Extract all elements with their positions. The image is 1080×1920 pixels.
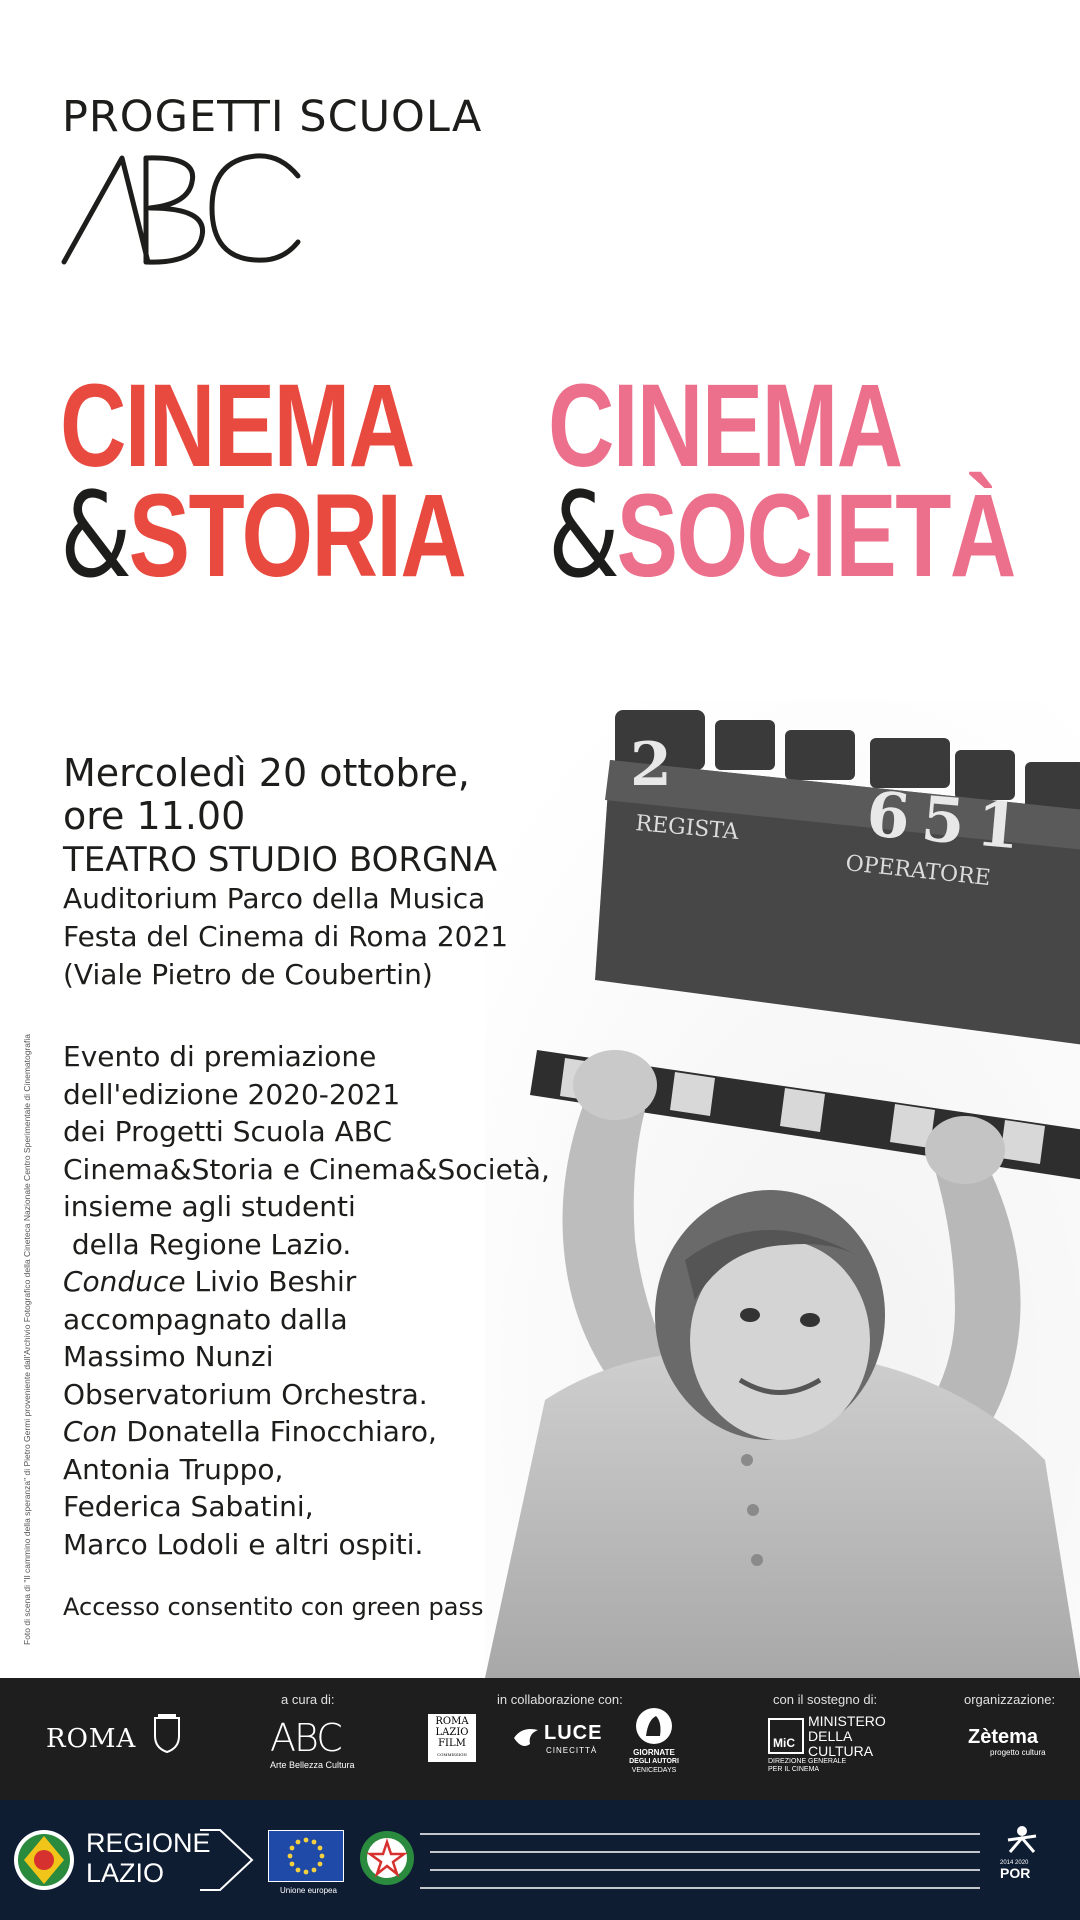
regione-text: REGIONE [86, 1828, 211, 1858]
desc-line: Federica Sabatini, [63, 1490, 314, 1523]
desc-line: insieme agli studenti [63, 1190, 356, 1223]
zetema-sub: progetto cultura [990, 1748, 1046, 1757]
giornate-logo [626, 1748, 682, 1775]
title-left-line1: CINEMA [60, 360, 414, 492]
luce-logo-text: LUCE [544, 1722, 603, 1744]
event-time: ore 11.00 [63, 794, 246, 838]
event-venue: TEATRO STUDIO BORGNA [63, 840, 497, 880]
desc-line: dell'edizione 2020-2021 [63, 1077, 401, 1111]
por-logo [1000, 1858, 1031, 1881]
desc-line: della Regione Lazio. [63, 1227, 352, 1261]
event-info [63, 752, 623, 1621]
dg-cinema-text [768, 1758, 846, 1774]
desc-conduce [63, 1263, 623, 1301]
title-right-line1: CINEMA [548, 360, 902, 492]
por-years: 2014 2020 [1000, 1860, 1029, 1866]
photo-credit: Foto di scena di "Il cammino della speranza" di Pietro Germi proveniente dall'Archivio Fotografico della Cineteca Nazionale Centro Sperimentale di Cinematografia [22, 1034, 32, 1645]
program-title: PROGETTI SCUOLA [62, 92, 483, 142]
decorative-lines [420, 1828, 980, 1892]
ministero-line: MINISTERO [808, 1713, 886, 1729]
region-bar [0, 1800, 1080, 1920]
roma-crest-icon [152, 1714, 182, 1754]
zetema-logo: Zètema [968, 1726, 1039, 1748]
access-note: Accesso consentito con green pass [63, 1593, 484, 1621]
event-location-3: (Viale Pietro de Coubertin) [63, 958, 433, 991]
desc-con [63, 1413, 623, 1451]
eu-label: Unione europea [280, 1886, 337, 1895]
dg-line: DIREZIONE GENERALE [768, 1758, 847, 1765]
collab-label: in collaborazione con: [497, 1692, 623, 1707]
con-label: Con [63, 1415, 118, 1448]
partner-bar [0, 1678, 1080, 1800]
conduce-label: Conduce [63, 1265, 186, 1298]
abc-partner-logo: ABC [270, 1716, 341, 1760]
gda-line: VENICEDAYS [631, 1767, 677, 1774]
desc-line: Massimo Nunzi [63, 1340, 274, 1373]
event-description [63, 1038, 623, 1563]
abc-logo-text: ABC [60, 150, 63, 151]
title-right-amp: & [548, 465, 617, 604]
giornate-lion-icon [634, 1706, 674, 1746]
title-left-line2: STORIA [128, 469, 466, 602]
con-guest: Donatella Finocchiaro, [117, 1415, 437, 1448]
rlfc-line: ROMA [435, 1716, 469, 1727]
luce-bird-icon [512, 1724, 540, 1752]
abc-logo [60, 150, 310, 270]
clapper-label-regista: REGISTA [634, 811, 740, 845]
org-label: organizzazione: [964, 1692, 1056, 1707]
chevron-graphic [200, 1828, 260, 1892]
title-left-amp: & [60, 465, 129, 604]
desc-line: Cinema&Storia e Cinema&Società, [63, 1152, 550, 1186]
repubblica-emblem-icon [358, 1828, 416, 1888]
event-date-line1: Mercoledì 20 ottobre, [63, 751, 470, 795]
desc-line: Marco Lodoli e altri ospiti. [63, 1527, 424, 1561]
clapper-take: 651 [863, 777, 1035, 865]
title-cinema-storia [60, 360, 580, 604]
eu-flag-icon [268, 1830, 344, 1882]
desc-line: dei Progetti Scuola ABC [63, 1115, 393, 1148]
title-right-line2: SOCIETÀ [616, 469, 1015, 602]
ministero-line: CULTURA [808, 1743, 874, 1759]
gda-line: DEGLI AUTORI [629, 1758, 679, 1765]
lazio-text: LAZIO [86, 1858, 165, 1888]
conduce-host: Livio Beshir [185, 1265, 357, 1298]
title-cinema-societa [548, 360, 1080, 604]
clapper-scene: 2 [630, 730, 672, 800]
rlfc-line: LAZIO [435, 1727, 469, 1738]
rlfc-line: FILM [438, 1738, 466, 1749]
desc-line: Antonia Truppo, [63, 1452, 284, 1486]
support-label: con il sostegno di: [773, 1692, 878, 1707]
mic-logo: MiC [768, 1718, 804, 1754]
rlfc-line: COMMISSION [437, 1752, 467, 1757]
desc-line: Evento di premiazione [63, 1040, 377, 1073]
luce-sub-text: CINECITTÀ [546, 1746, 598, 1755]
gda-line: GIORNATE [633, 1748, 675, 1757]
a-cura-label: a cura di: [281, 1692, 335, 1707]
por-text: POR [1000, 1865, 1031, 1881]
clapper-label-operatore: OPERATORE [844, 851, 992, 892]
por-figure-icon [1002, 1824, 1042, 1854]
desc-line: Observatorium Orchestra. [63, 1377, 428, 1411]
event-location-2: Festa del Cinema di Roma 2021 [63, 920, 509, 953]
lazio-emblem-icon [12, 1828, 76, 1892]
abc-partner-sub: Arte Bellezza Cultura [270, 1760, 355, 1770]
roma-lazio-film-commission-logo [428, 1714, 476, 1762]
regione-lazio-logo [86, 1828, 211, 1888]
ministero-cultura-logo [808, 1714, 886, 1759]
dg-line: PER IL CINEMA [768, 1766, 820, 1773]
desc-line: accompagnato dalla [63, 1302, 348, 1336]
ministero-line: DELLA [808, 1728, 853, 1744]
roma-logo-text: ROMA [46, 1724, 137, 1754]
event-location-1: Auditorium Parco della Musica [63, 882, 486, 915]
event-date [63, 752, 623, 838]
